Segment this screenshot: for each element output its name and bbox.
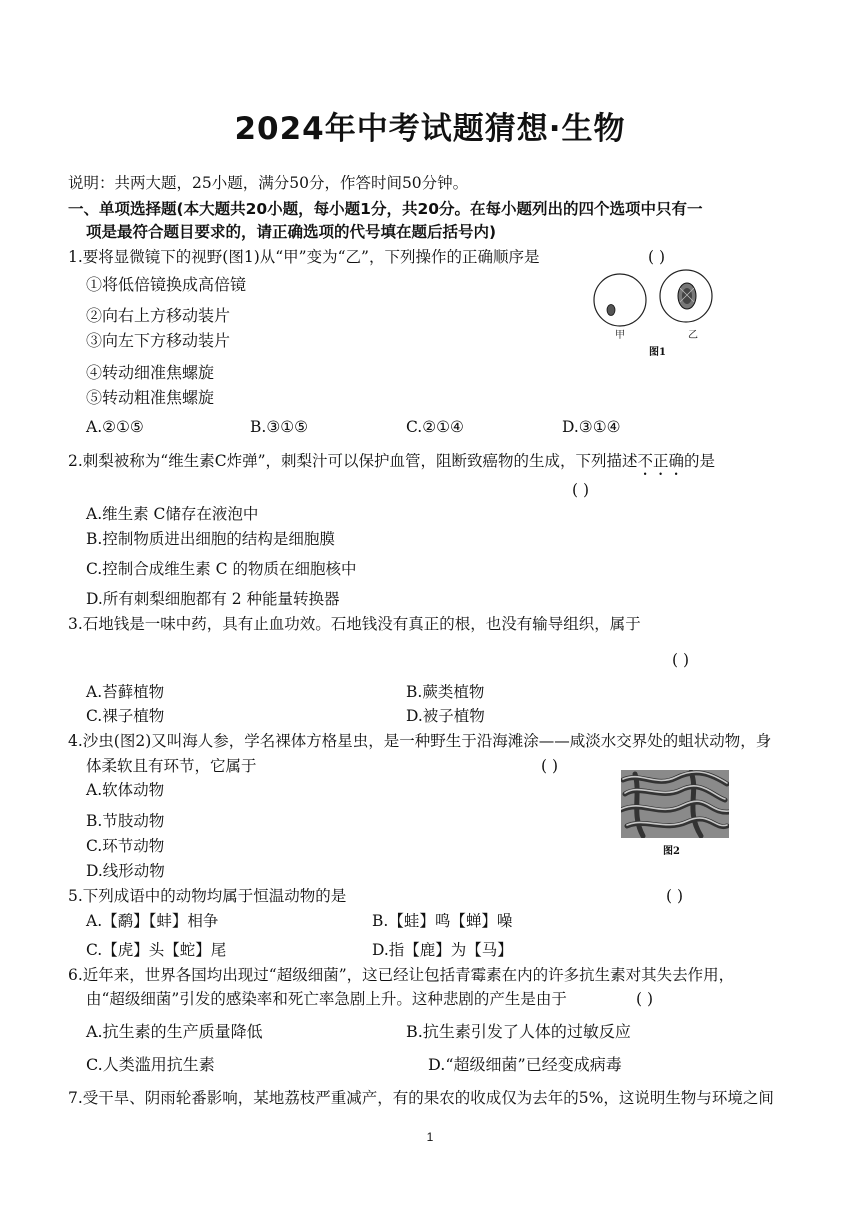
q4-answer-bracket: ( ): [541, 757, 559, 775]
q4-option-b: B.节肢动物: [86, 812, 165, 830]
q6-option-b: B.抗生素引发了人体的过敏反应: [406, 1022, 631, 1041]
q2-option-c: C.控制合成维生素 C 的物质在细胞核中: [86, 560, 357, 578]
q4-option-c: C.环节动物: [86, 837, 165, 855]
section-heading-line2: 项是最符合题目要求的，请正确选项的代号填在题后括号内): [86, 223, 497, 241]
q5-option-c: C.【虎】头【蛇】尾: [86, 941, 227, 959]
q6-option-c: C.人类滥用抗生素: [86, 1055, 215, 1074]
q6-stem-line2: 由“超级细菌”引发的感染率和死亡率急剧上升。这种悲剧的产生是由于: [86, 990, 567, 1008]
q2-stem: [68, 451, 715, 479]
section-heading-line1: 一、单项选择题(本大题共20小题，每小题1分，共20分。在每小题列出的四个选项中只有一: [68, 200, 703, 218]
q6-option-d: D.“超级细菌”已经变成病毒: [428, 1055, 622, 1074]
q3-answer-bracket: ( ): [672, 651, 690, 669]
figure-1-label-yi: 乙: [688, 330, 698, 341]
exam-note: 说明：共两大题，25小题，满分50分，作答时间50分钟。: [68, 174, 469, 192]
q3-option-b: B.蕨类植物: [406, 683, 485, 701]
q5-option-d: D.指【鹿】为【马】: [372, 941, 513, 959]
q7-stem: 7.受干旱、阴雨轮番影响，某地荔枝严重减产，有的果农的收成仅为去年的5%，这说明生物与环境之间: [68, 1089, 774, 1107]
q1-stem: 1.要将显微镜下的视野(图1)从“甲”变为“乙”，下列操作的正确顺序是: [68, 248, 540, 266]
q2-option-d: D.所有刺梨细胞都有 2 种能量转换器: [86, 590, 340, 608]
q1-option-b: B.③①⑤: [250, 418, 309, 436]
q6-stem-line1: 6.近年来，世界各国均出现过“超级细菌”，这已经让包括青霉素在内的许多抗生素对其失去作用，: [68, 966, 735, 984]
q4-stem-line2: 体柔软且有环节，它属于: [86, 757, 257, 775]
q3-option-a: A.苔藓植物: [86, 683, 165, 701]
q1-option-a: A.②①⑤: [86, 418, 144, 436]
q1-item-3: ③向左下方移动装片: [86, 331, 231, 350]
q1-answer-bracket: ( ): [648, 248, 666, 266]
q5-answer-bracket: ( ): [666, 887, 684, 905]
q4-option-d: D.线形动物: [86, 862, 165, 880]
q2-option-b: B.控制物质进出细胞的结构是细胞膜: [86, 530, 335, 548]
q2-option-a: A.维生素 C储存在液泡中: [86, 505, 259, 523]
q1-option-d: D.③①④: [562, 418, 621, 436]
q3-option-d: D.被子植物: [406, 707, 485, 725]
q2-stem-pre: 2.刺梨被称为“维生素C炸弹”，刺梨汁可以保护血管，阻断致癌物的生成，下列描述: [68, 452, 638, 470]
q1-item-1: ①将低倍镜换成高倍镜: [86, 275, 247, 294]
figure-2-caption: 图2: [663, 846, 680, 857]
q1-item-2: ②向右上方移动装片: [86, 306, 231, 325]
q5-option-a: A.【鹬】【蚌】相争: [86, 912, 219, 930]
q2-stem-post: 的是: [684, 452, 716, 470]
q6-answer-bracket: ( ): [636, 990, 654, 1008]
q1-option-c: C.②①④: [406, 418, 464, 436]
figure-1-caption: 图1: [649, 347, 666, 358]
q3-stem: 3.石地钱是一味中药，具有止血功效。石地钱没有真正的根，也没有输导组织，属于: [68, 615, 641, 633]
q1-item-5: ⑤转动粗准焦螺旋: [86, 388, 215, 407]
q4-stem-line1: 4.沙虫(图2)又叫海人参，学名裸体方格星虫，是一种野生于沿海滩涂——咸淡水交界处的蛆状动物，身: [68, 732, 772, 750]
q5-stem: 5.下列成语中的动物均属于恒温动物的是: [68, 887, 347, 905]
q4-option-a: A.软体动物: [86, 781, 165, 799]
q5-option-b: B.【蛙】鸣【蝉】噪: [372, 912, 513, 930]
page-number: 1: [426, 1130, 434, 1144]
figure-2: [621, 770, 729, 860]
figure-1: [590, 268, 730, 360]
figure-1-label-jia: 甲: [615, 330, 625, 341]
q2-stem-emphasis: 不正确: [637, 452, 685, 470]
q6-option-a: A.抗生素的生产质量降低: [86, 1022, 263, 1041]
q3-option-c: C.裸子植物: [86, 707, 165, 725]
page-title: 2024年中考试题猜想·生物: [234, 111, 626, 147]
sandworm-photo: [621, 770, 729, 838]
q1-item-4: ④转动细准焦螺旋: [86, 363, 215, 382]
q2-answer-bracket: ( ): [572, 481, 590, 499]
